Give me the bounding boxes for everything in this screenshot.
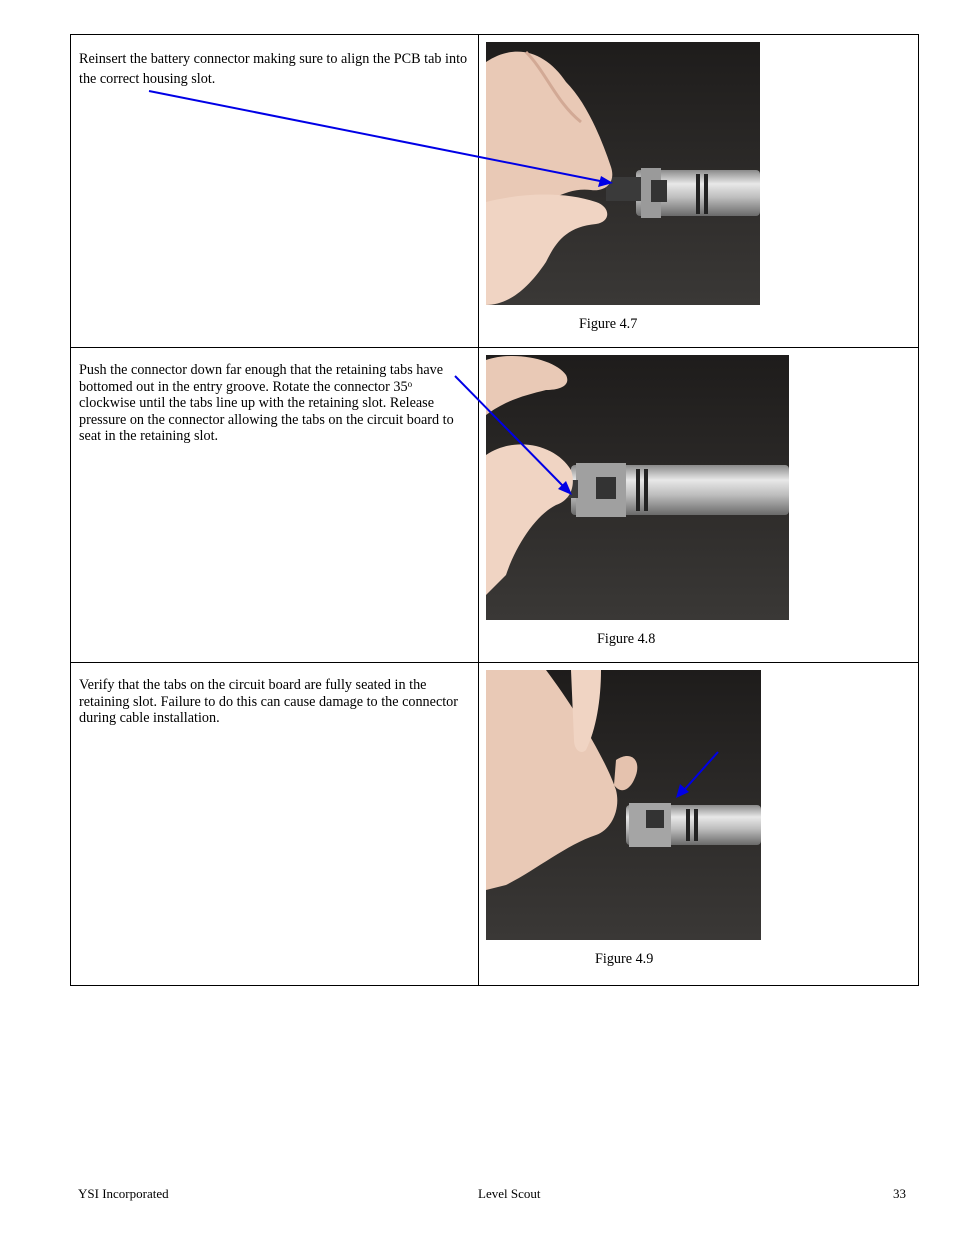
figure-caption: Figure 4.8: [597, 631, 656, 647]
instruction-table: [70, 34, 919, 986]
step-figure-cell: [479, 35, 919, 348]
figure-caption: Figure 4.7: [579, 316, 638, 332]
footer-document-title: Level Scout: [478, 1186, 541, 1201]
step-figure-cell: [479, 663, 919, 986]
figure-4-9-photo: [486, 670, 761, 940]
page-number: 33: [893, 1186, 906, 1201]
step-text: Push the connector down far enough that the retaining tabs have bottomed out in the entry groove. Rotate the connector 35$^o$ clockwise until the tabs line up with the retaining slot. Release pressure on the connector allowing the tabs on the circuit board to seat in the retaining slot.: [79, 362, 454, 445]
figure-4-7-photo: [486, 42, 760, 305]
step-text-cell: [71, 35, 479, 348]
step-text: Verify that the tabs on the circuit board are fully seated in the retaining slot. Failure to do this can cause damage to the connector during cable installation.: [79, 677, 459, 727]
figure-4-8-photo: [486, 355, 789, 620]
step-text: Reinsert the battery connector making sure to align the PCB tab into the correct housing slot.: [79, 51, 468, 87]
figure-caption: Figure 4.9: [595, 951, 654, 967]
step-figure-cell: [479, 348, 919, 663]
step-row-4-7: [71, 35, 919, 348]
footer-company: YSI Incorporated: [78, 1186, 169, 1201]
step-row-4-8: [71, 348, 919, 663]
step-row-4-9: [71, 663, 919, 986]
step-text-cell: [71, 348, 479, 663]
degree-mark: o: [407, 378, 413, 389]
step-text-cell: [71, 663, 479, 986]
